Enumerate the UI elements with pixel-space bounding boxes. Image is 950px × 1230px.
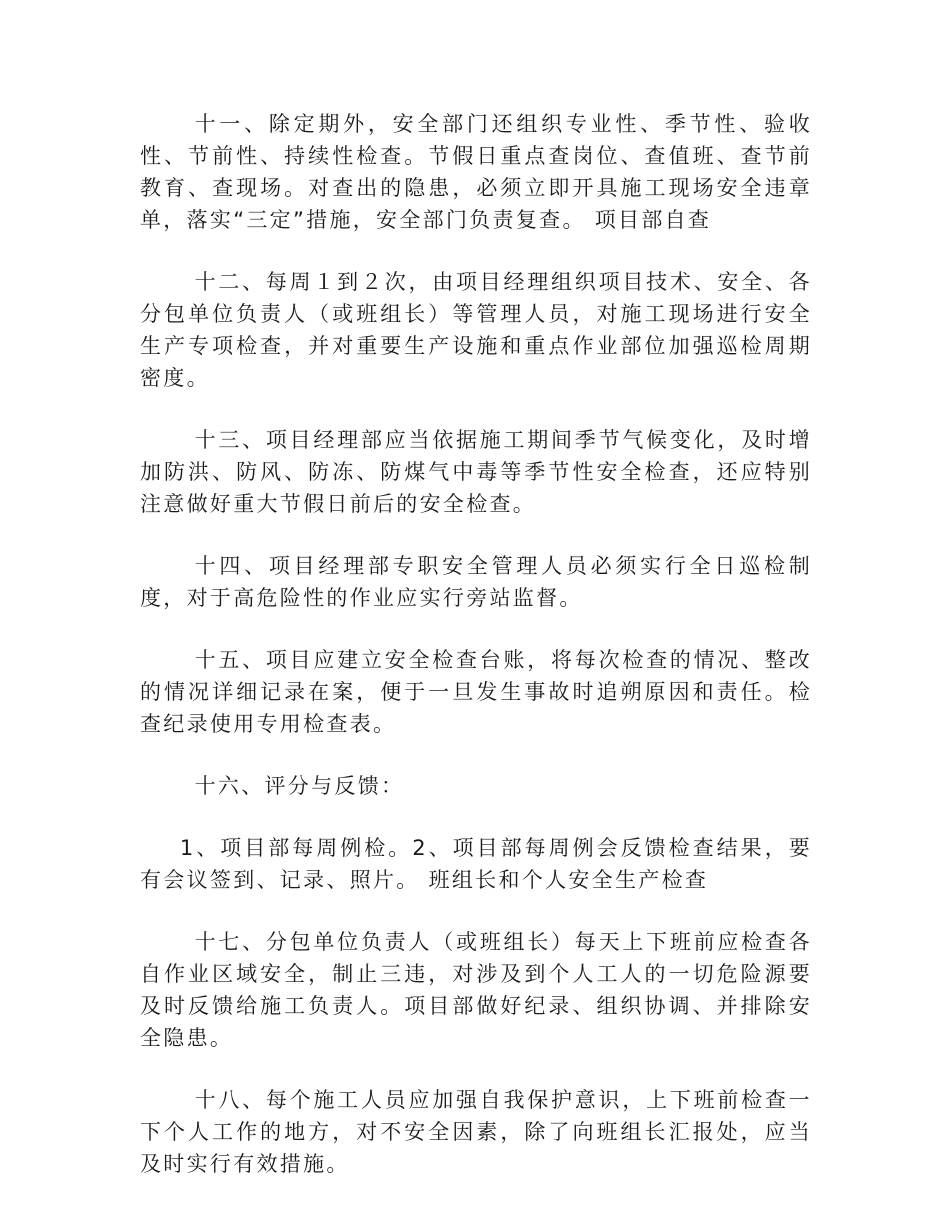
paragraph-18: 十八、每个施工人员应加强自我保护意识，上下班前检查一下个人工作的地方，对不安全因素，除了向班组长汇报处，应当及时实行有效措施。 (140, 1088, 812, 1176)
paragraph-16-items: 1、项目部每周例检。2、项目部每周例会反馈检查结果，要有会议签到、记录、照片。 班组长和个人安全生产检查 (140, 836, 812, 892)
paragraph-12: 十二、每周１到２次，由项目经理组织项目技术、安全、各分包单位负责人（或班组长）等管理人员，对施工现场进行安全生产专项检查，并对重要生产设施和重点作业部位加强巡检周期密度。 (140, 270, 812, 390)
paragraph-17: 十七、分包单位负责人（或班组长）每天上下班前应检查各自作业区域安全，制止三违，对涉及到个人工人的一切危险源要及时反馈给施工负责人。项目部做好纪录、组织协调、并排除安全隐患。 (140, 930, 812, 1050)
paragraph-13: 十三、项目经理部应当依据施工期间季节气候变化，及时增加防洪、防风、防冻、防煤气中毒等季节性安全检查，还应特别注意做好重大节假日前后的安全检查。 (140, 428, 812, 516)
paragraph-16-heading: 十六、评分与反馈： (194, 774, 405, 798)
paragraph-14: 十四、项目经理部专职安全管理人员必须实行全日巡检制度，对于高危险性的作业应实行旁站监督。 (140, 554, 812, 610)
paragraph-11: 十一、除定期外，安全部门还组织专业性、季节性、验收性、节前性、持续性检查。节假日重点查岗位、查值班、查节前教育、查现场。对查出的隐患，必须立即开具施工现场安全违章单，落实“三定”措施，安全部门负责复查。 项目部自查 (140, 112, 812, 232)
paragraph-15: 十五、项目应建立安全检查台账，将每次检查的情况、整改的情况详细记录在案，便于一旦发生事故时追朔原因和责任。检查纪录使用专用检查表。 (140, 648, 812, 736)
